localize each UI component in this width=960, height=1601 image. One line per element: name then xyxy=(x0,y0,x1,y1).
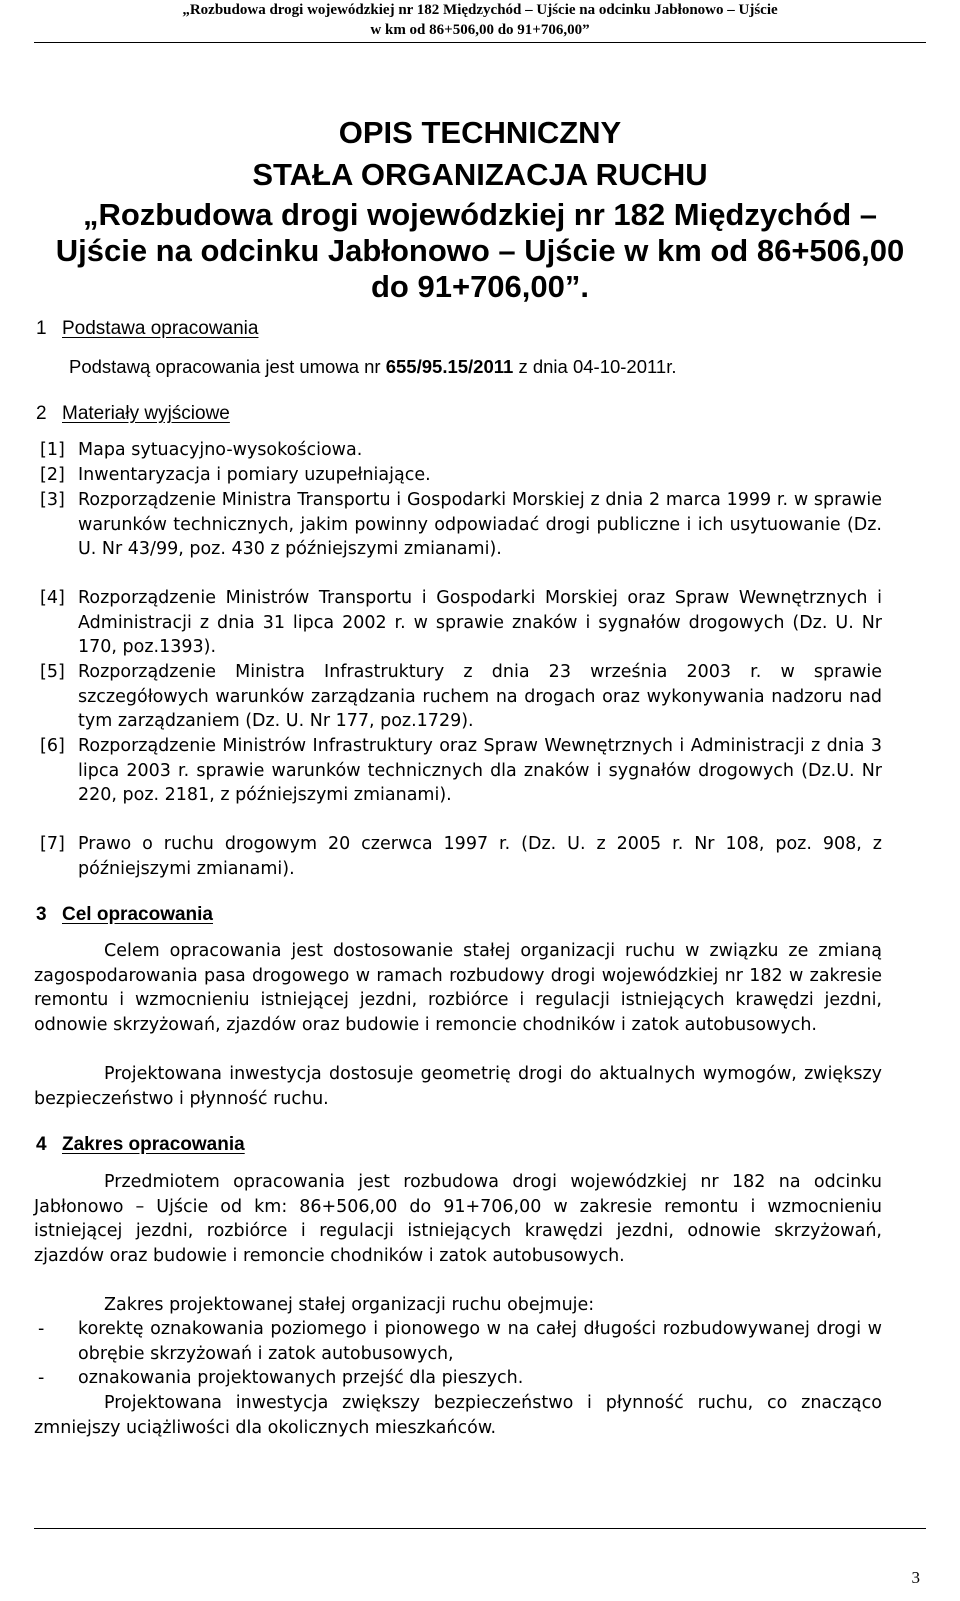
footer-divider xyxy=(34,1528,926,1529)
reference-item xyxy=(40,438,882,463)
reference-label: [5] xyxy=(40,662,65,682)
running-header xyxy=(40,0,920,40)
reference-item xyxy=(40,463,882,488)
project-name: „Rozbudowa drogi wojewódzkiej nr 182 Międzychód – Ujście na odcinku Jabłonowo – Ujście w km od 86+506,00 do 91+706,00”. xyxy=(55,197,905,304)
reference-text: Rozporządzenie Ministrów Transportu i Gospodarki Morskiej oraz Spraw Wewnętrznych i Administracji z dnia 31 lipca 2002 r. w sprawie znaków i sygnałów drogowych (Dz. U. Nr 170, poz.1393). xyxy=(78,588,882,657)
reference-label: [2] xyxy=(40,465,65,485)
section-3-heading xyxy=(36,904,213,926)
reference-label: [4] xyxy=(40,588,65,608)
bullet-dash: - xyxy=(38,1368,45,1388)
section-number: 3 xyxy=(36,904,47,925)
bullet-text: oznakowania projektowanych przejść dla pieszych. xyxy=(78,1368,524,1388)
section-3-paragraph-2: Projektowana inwestycja dostosuje geometrię drogi do aktualnych wymogów, zwiększy bezpieczeństwo i płynność ruchu. xyxy=(34,1064,882,1109)
section-title: Cel opracowania xyxy=(62,904,213,925)
reference-item xyxy=(40,734,882,808)
section-title: Zakres opracowania xyxy=(62,1134,245,1155)
section-4-paragraph-1: Przedmiotem opracowania jest rozbudowa drogi wojewódzkiej nr 182 na odcinku Jabłonowo – Ujście od km: 86+506,00 do 91+706,00 w zakresie remontu i wzmocnieniu istniejącej jezdni, rozbiórce i regulacji istniejących krawędzi jezdni, odnowie skrzyżowań, zjazdów oraz budowie i remoncie chodników i zatok autobusowych. xyxy=(34,1172,882,1266)
header-line-1: „Rozbudowa drogi wojewódzkiej nr 182 Międzychód – Ujście na odcinku Jabłonowo – Ujście xyxy=(182,2,778,18)
section-title: Materiały wyjściowe xyxy=(62,403,230,424)
section-4-paragraph-3: Projektowana inwestycja zwiększy bezpieczeństwo i płynność ruchu, co znacząco zmniejszy uciążliwości dla okolicznych mieszkańców. xyxy=(34,1393,882,1438)
section-3-paragraph-1: Celem opracowania jest dostosowanie stałej organizacji ruchu w związku ze zmianą zagospodarowania pasa drogowego w ramach rozbudowy drogi wojewódzkiej nr 182 w zakresie remontu i wzmocnieniu istniejącej jezdni, rozbiórce i regulacji istniejących krawędzi jezdni, odnowie skrzyżowań, zjazdów oraz budowie i remoncie chodników i zatok autobusowych. xyxy=(34,941,882,1035)
header-divider xyxy=(34,42,926,43)
bullet-dash: - xyxy=(38,1319,45,1339)
reference-item xyxy=(40,488,882,562)
reference-text: Rozporządzenie Ministrów Infrastruktury oraz Spraw Wewnętrznych i Administracji z dnia 3 lipca 2003 r. sprawie warunków technicznych dla znaków i sygnałów drogowych (Dz.U. Nr 220, poz. 2181, z późniejszymi zmianami). xyxy=(78,736,882,805)
section-4-paragraph-2: Zakres projektowanej stałej organizacji ruchu obejmuje: xyxy=(104,1295,595,1315)
reference-label: [7] xyxy=(40,834,65,854)
page-number: 3 xyxy=(911,1568,920,1587)
reference-text: Rozporządzenie Ministra Transportu i Gospodarki Morskiej z dnia 2 marca 1999 r. w sprawie warunków technicznych, jakim powinny odpowiadać drogi publiczne i ich usytuowanie (Dz. U. Nr 43/99, poz. 430 z późniejszymi zmianami). xyxy=(78,490,882,559)
reference-text: Mapa sytuacyjno-wysokościowa. xyxy=(78,440,363,460)
reference-text: Rozporządzenie Ministra Infrastruktury z dnia 23 września 2003 r. w sprawie szczegółowych warunków zarządzania ruchem na drogach oraz wykonywania nadzoru nad tym zarządzaniem (Dz. U. Nr 177, poz.1729). xyxy=(78,662,882,731)
bullet-text: korektę oznakowania poziomego i pionowego w na całej długości rozbudowywanej drogi w obrębie skrzyżowań i zatok autobusowych, xyxy=(78,1319,882,1364)
reference-item xyxy=(40,586,882,660)
section-1-heading xyxy=(36,318,258,340)
document-title: OPIS TECHNICZNY xyxy=(338,115,622,150)
section-title: Podstawa opracowania xyxy=(62,318,259,339)
reference-label: [6] xyxy=(40,736,65,756)
section-4-heading xyxy=(36,1134,245,1156)
reference-text: Prawo o ruchu drogowym 20 czerwca 1997 r. (Dz. U. z 2005 r. Nr 108, poz. 908, z późniejszymi zmianami). xyxy=(78,834,882,879)
reference-item xyxy=(40,660,882,734)
text-prefix: Podstawą opracowania jest umowa nr xyxy=(69,356,386,377)
section-2-heading xyxy=(36,403,230,425)
reference-text: Inwentaryzacja i pomiary uzupełniające. xyxy=(78,465,431,485)
section-number: 4 xyxy=(36,1134,47,1155)
contract-number: 655/95.15/2011 xyxy=(385,356,514,377)
scope-bullet xyxy=(36,1366,882,1391)
section-number: 1 xyxy=(36,318,47,339)
text-suffix: z dnia 04-10-2011r. xyxy=(513,356,677,377)
section-number: 2 xyxy=(36,403,47,424)
header-line-2: w km od 86+506,00 do 91+706,00” xyxy=(370,22,590,38)
section-1-text xyxy=(69,355,889,380)
reference-label: [3] xyxy=(40,490,65,510)
reference-label: [1] xyxy=(40,440,65,460)
reference-item xyxy=(40,832,882,881)
scope-bullet xyxy=(36,1317,882,1366)
document-subtitle: STAŁA ORGANIZACJA RUCHU xyxy=(252,157,708,192)
